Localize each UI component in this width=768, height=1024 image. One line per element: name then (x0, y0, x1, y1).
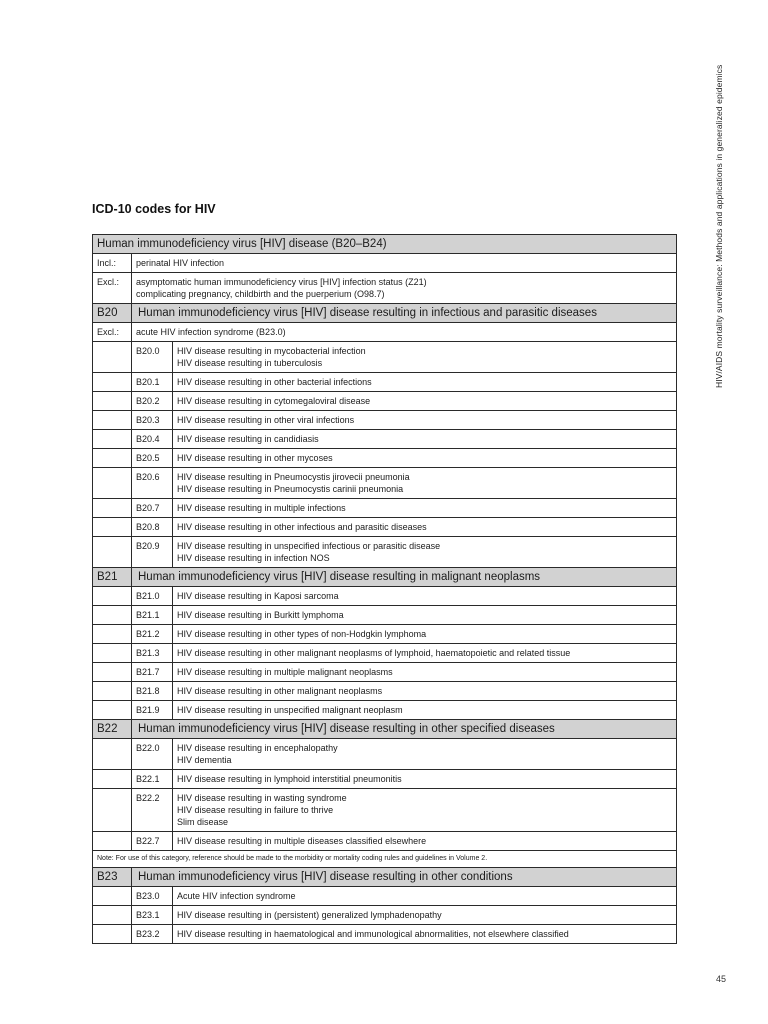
note-row (93, 851, 677, 868)
description-line: HIV disease resulting in multiple malignant neoplasms (177, 667, 393, 677)
description-line: Acute HIV infection syndrome (177, 891, 296, 901)
indent-cell (93, 906, 132, 925)
subcode-description (173, 606, 677, 625)
subcode: B23.2 (132, 925, 173, 944)
subcode: B21.3 (132, 644, 173, 663)
subcode-description (173, 587, 677, 606)
icd10-table (92, 234, 677, 944)
description-line: HIV disease resulting in haematological and immunological abnormalities, not elsewhere classified (177, 929, 569, 939)
subcode-row (93, 606, 677, 625)
description-line: HIV disease resulting in failure to thrive (177, 805, 334, 815)
subcode-row (93, 906, 677, 925)
indent-cell (93, 499, 132, 518)
description-line: HIV disease resulting in other bacterial infections (177, 377, 372, 387)
description-line: HIV disease resulting in other types of non-Hodgkin lymphoma (177, 629, 427, 639)
subcode-description (173, 770, 677, 789)
subcode-row (93, 537, 677, 568)
subcode: B20.8 (132, 518, 173, 537)
indent-cell (93, 625, 132, 644)
description-line: HIV disease resulting in candidiasis (177, 434, 319, 444)
subcode-description (173, 449, 677, 468)
subcode: B22.7 (132, 832, 173, 851)
indent-cell (93, 739, 132, 770)
description-line: HIV disease resulting in wasting syndrome (177, 793, 347, 803)
block-header-row (93, 235, 677, 254)
subcode-row (93, 411, 677, 430)
subcode: B20.7 (132, 499, 173, 518)
description-line: HIV disease resulting in other malignant neoplasms (177, 686, 383, 696)
subcode: B20.9 (132, 537, 173, 568)
description-line: HIV dementia (177, 755, 232, 765)
subcode-description (173, 832, 677, 851)
category-title: Human immunodeficiency virus [HIV] disease resulting in infectious and parasitic diseases (132, 304, 677, 323)
inclusion-exclusion-row (93, 254, 677, 273)
description-line: HIV disease resulting in unspecified infectious or parasitic disease (177, 541, 441, 551)
category-header-row (93, 720, 677, 739)
subcode: B20.2 (132, 392, 173, 411)
indent-cell (93, 373, 132, 392)
subcode: B23.1 (132, 906, 173, 925)
indent-cell (93, 518, 132, 537)
indent-cell (93, 701, 132, 720)
subcode: B22.0 (132, 739, 173, 770)
subcode: B20.0 (132, 342, 173, 373)
indent-cell (93, 887, 132, 906)
subcode-description (173, 644, 677, 663)
category-code: B20 (93, 304, 132, 323)
subcode: B21.0 (132, 587, 173, 606)
subcode-row (93, 430, 677, 449)
subcode-row (93, 644, 677, 663)
subcode-row (93, 663, 677, 682)
subcode-description (173, 411, 677, 430)
subcode-row (93, 682, 677, 701)
subcode-row (93, 373, 677, 392)
subcode: B20.6 (132, 468, 173, 499)
description-line: perinatal HIV infection (136, 258, 225, 268)
subcode-row (93, 587, 677, 606)
page-number: 45 (716, 974, 727, 984)
subcode-row (93, 625, 677, 644)
description-line: HIV disease resulting in infection NOS (177, 553, 330, 563)
subcode-row (93, 887, 677, 906)
subcode-description (173, 663, 677, 682)
description-line: asymptomatic human immunodeficiency virus [HIV] infection status (Z21) (136, 277, 427, 287)
page-heading: ICD-10 codes for HIV (92, 202, 216, 216)
category-title: Human immunodeficiency virus [HIV] disease resulting in malignant neoplasms (132, 568, 677, 587)
indent-cell (93, 682, 132, 701)
subcode-row (93, 392, 677, 411)
subcode-description (173, 925, 677, 944)
description-line: HIV disease resulting in mycobacterial infection (177, 346, 366, 356)
row-label: Excl.: (93, 323, 132, 342)
subcode: B20.5 (132, 449, 173, 468)
category-title: Human immunodeficiency virus [HIV] disease resulting in other specified diseases (132, 720, 677, 739)
subcode-description (173, 392, 677, 411)
description-line: HIV disease resulting in cytomegaloviral disease (177, 396, 371, 406)
subcode: B20.4 (132, 430, 173, 449)
subcode-row (93, 468, 677, 499)
subcode-row (93, 770, 677, 789)
row-text: acute HIV infection syndrome (B23.0) (132, 323, 677, 342)
description-line: HIV disease resulting in Pneumocystis carinii pneumonia (177, 484, 404, 494)
indent-cell (93, 449, 132, 468)
indent-cell (93, 606, 132, 625)
exclusion-row (93, 323, 677, 342)
category-note: Note: For use of this category, reference should be made to the morbidity or mortality coding rules and guidelines in Volume 2. (93, 851, 677, 868)
subcode-description (173, 499, 677, 518)
indent-cell (93, 430, 132, 449)
subcode-description (173, 430, 677, 449)
subcode-row (93, 701, 677, 720)
description-line: HIV disease resulting in unspecified malignant neoplasm (177, 705, 403, 715)
subcode: B21.7 (132, 663, 173, 682)
subcode-row (93, 832, 677, 851)
subcode-description (173, 342, 677, 373)
subcode-description (173, 789, 677, 832)
subcode-row (93, 925, 677, 944)
subcode-description (173, 887, 677, 906)
indent-cell (93, 342, 132, 373)
row-text (132, 273, 677, 304)
description-line: HIV disease resulting in lymphoid interstitial pneumonitis (177, 774, 402, 784)
category-code: B21 (93, 568, 132, 587)
category-header-row (93, 568, 677, 587)
subcode-row (93, 499, 677, 518)
icd10-table-body (93, 235, 677, 944)
category-header-row (93, 304, 677, 323)
subcode-row (93, 789, 677, 832)
subcode-row (93, 739, 677, 770)
subcode-row (93, 449, 677, 468)
subcode-row (93, 342, 677, 373)
subcode-description (173, 373, 677, 392)
subcode: B22.2 (132, 789, 173, 832)
subcode: B20.3 (132, 411, 173, 430)
indent-cell (93, 644, 132, 663)
subcode-description (173, 682, 677, 701)
description-line: HIV disease resulting in Burkitt lymphoma (177, 610, 344, 620)
subcode-description (173, 906, 677, 925)
row-label: Excl.: (93, 273, 132, 304)
description-line: HIV disease resulting in Kaposi sarcoma (177, 591, 339, 601)
subcode: B21.2 (132, 625, 173, 644)
subcode: B22.1 (132, 770, 173, 789)
subcode: B23.0 (132, 887, 173, 906)
indent-cell (93, 663, 132, 682)
indent-cell (93, 392, 132, 411)
description-line: complicating pregnancy, childbirth and the puerperium (O98.7) (136, 289, 385, 299)
description-line: HIV disease resulting in (persistent) generalized lymphadenopathy (177, 910, 442, 920)
description-line: HIV disease resulting in tuberculosis (177, 358, 323, 368)
description-line: HIV disease resulting in other viral infections (177, 415, 355, 425)
indent-cell (93, 832, 132, 851)
subcode: B21.8 (132, 682, 173, 701)
description-line: HIV disease resulting in other mycoses (177, 453, 333, 463)
indent-cell (93, 537, 132, 568)
indent-cell (93, 411, 132, 430)
block-title: Human immunodeficiency virus [HIV] disease (B20–B24) (93, 235, 677, 254)
subcode: B21.9 (132, 701, 173, 720)
indent-cell (93, 468, 132, 499)
description-line: HIV disease resulting in multiple diseases classified elsewhere (177, 836, 427, 846)
row-label: Incl.: (93, 254, 132, 273)
description-line: HIV disease resulting in other infectious and parasitic diseases (177, 522, 427, 532)
category-code: B23 (93, 868, 132, 887)
category-header-row (93, 868, 677, 887)
subcode-description (173, 468, 677, 499)
subcode-description (173, 625, 677, 644)
running-header-side-text: HIV/AIDS mortality surveillance: Methods and applications in generalized epidemics (714, 64, 724, 388)
row-text (132, 254, 677, 273)
subcode: B20.1 (132, 373, 173, 392)
indent-cell (93, 770, 132, 789)
description-line: HIV disease resulting in other malignant neoplasms of lymphoid, haematopoietic and related tissue (177, 648, 571, 658)
subcode-description (173, 537, 677, 568)
description-line: HIV disease resulting in encephalopathy (177, 743, 338, 753)
subcode-description (173, 739, 677, 770)
indent-cell (93, 925, 132, 944)
subcode: B21.1 (132, 606, 173, 625)
description-line: HIV disease resulting in Pneumocystis jirovecii pneumonia (177, 472, 410, 482)
description-line: HIV disease resulting in multiple infections (177, 503, 346, 513)
subcode-row (93, 518, 677, 537)
category-code: B22 (93, 720, 132, 739)
category-title: Human immunodeficiency virus [HIV] disease resulting in other conditions (132, 868, 677, 887)
description-line: Slim disease (177, 817, 229, 827)
inclusion-exclusion-row (93, 273, 677, 304)
subcode-description (173, 701, 677, 720)
indent-cell (93, 587, 132, 606)
subcode-description (173, 518, 677, 537)
indent-cell (93, 789, 132, 832)
